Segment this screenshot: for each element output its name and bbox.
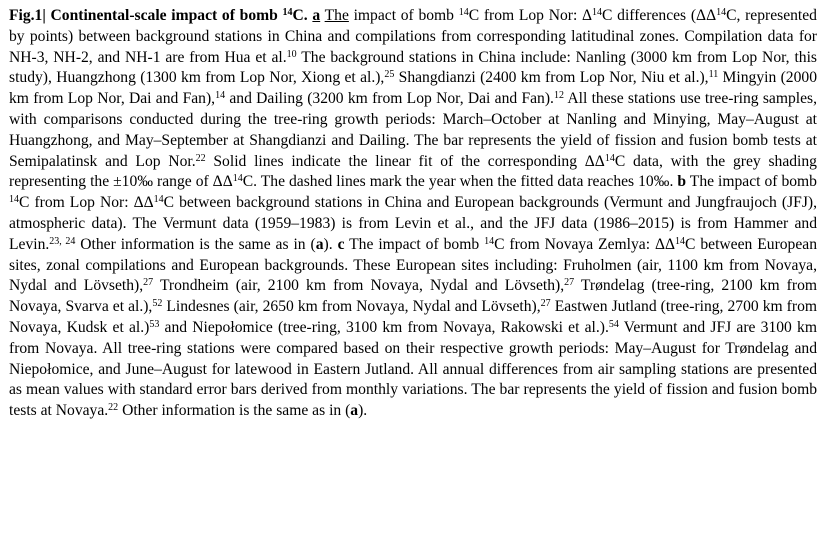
citation-ref: 10 xyxy=(286,48,297,60)
panel-label-a: a xyxy=(312,7,321,24)
citation-ref: 25 xyxy=(384,69,395,81)
citation-ref: 27 xyxy=(143,277,154,289)
citation-ref: 52 xyxy=(152,298,163,310)
citation-ref: 23, 24 xyxy=(49,235,76,247)
citation-ref: 12 xyxy=(553,90,564,102)
citation-ref: 22 xyxy=(108,402,119,414)
citation-ref: 22 xyxy=(195,152,206,164)
figure-title: Fig.1| Continental-scale impact of bomb $^{14}$C. xyxy=(9,7,308,24)
panel-label-b: b xyxy=(677,173,687,191)
citation-ref: 54 xyxy=(608,318,619,330)
figure-label: Fig.1| xyxy=(9,7,46,24)
citation-ref: 11 xyxy=(708,69,719,81)
citation-ref: 27 xyxy=(540,298,551,310)
figure-caption: Fig.1| Continental-scale impact of bomb $^{14}$C. a The impact of bomb $^{14}$C from Lop Nor: $\Delta^{14}C$ differences (ΔΔ$^{14}$C, represented by points) between background stations in China and compilations from corresponding latitudinal zones. Compilation data for NH-3, NH-2, and NH-1 are from Hua et al.$^{10}$ The background stations in China include: Nanling (3000 km from Lop Nor, this study), Huangzhong (1300 km from Lop Nor, Xiong et al.),$^{25}$ Shangdianzi (2400 km from Lop Nor, Niu et al.),$^{11}$ Mingyin (2000 km from Lop Nor, Dai and Fan),$^{14}$ and Dailing (3200 km from Lop Nor, Dai and Fan).$^{12}$ All these stations use tree-ring samples, with comparisons conducted during the tree-ring growth periods: March–October at Nanling and Minying, May–August at Huangzhong, and May–September at Shangdianzi and Dailing. The bar represents the yield of fission and fusion bomb tests at Semipalatinsk and Lop Nor.$^{22}$ Solid lines indicate the linear fit of the corresponding ΔΔ$^{14}$C data, with the grey shading representing the ±10‰ range of ΔΔ$^{14}$C. The dashed lines mark the year when the fitted data reaches 10‰. b The impact of bomb $^{14}$C from Lop Nor: ΔΔ$^{14}$C between background stations in China and European backgrounds (Vermunt and Jungfraujoch (JFJ), atmospheric data). The Vermunt data (1959–1983) is from Levin et al., and the JFJ data (1986–2015) is from Hammer and Levin.$^{23, 24}$ Other information is the same as in (a). c The impact of bomb $^{14}$C from Novaya Zemlya: ΔΔ$^{14}$C between European sites, zonal compilations and European backgrounds. These European sites including: Fruholmen (air, 1100 km from Novaya, Nydal and Lövseth),$^{27}$ Trondheim (air, 2100 km from Novaya, Nydal and Lövseth),$^{27}$ Trøndelag (tree-ring, 2100 km from Novaya, Svarva et al.),$^{52}$ Lindesnes (air, 2650 km from Novaya, Nydal and Lövseth),$^{27}$ Eastwen Jutland (tree-ring, 2700 km from Novaya, Kudsk et al.)$^{53}$ and Niepołomice (tree-ring, 3100 km from Novaya, Rakowski et al.).$^{54}$ Vermunt and JFJ are 3100 km from Novaya. All tree-ring stations were compared based on their respective growth periods: May–August for Trøndelag and Niepołomice, and June–August for latewood in Eastern Jutland. All annual differences from air sampling stations are presented as mean values with standard error bars derived from monthly variations. The bar represents the yield of fission and fusion bomb tests at Novaya.$^{22}$ Other information is the same as in (a). xyxy=(9,7,817,420)
citation-ref: 53 xyxy=(149,318,160,330)
citation-ref: 27 xyxy=(564,277,575,289)
citation-ref: 14 xyxy=(215,90,226,102)
panel-label-c: c xyxy=(337,235,345,253)
link-the[interactable]: The xyxy=(324,7,349,24)
